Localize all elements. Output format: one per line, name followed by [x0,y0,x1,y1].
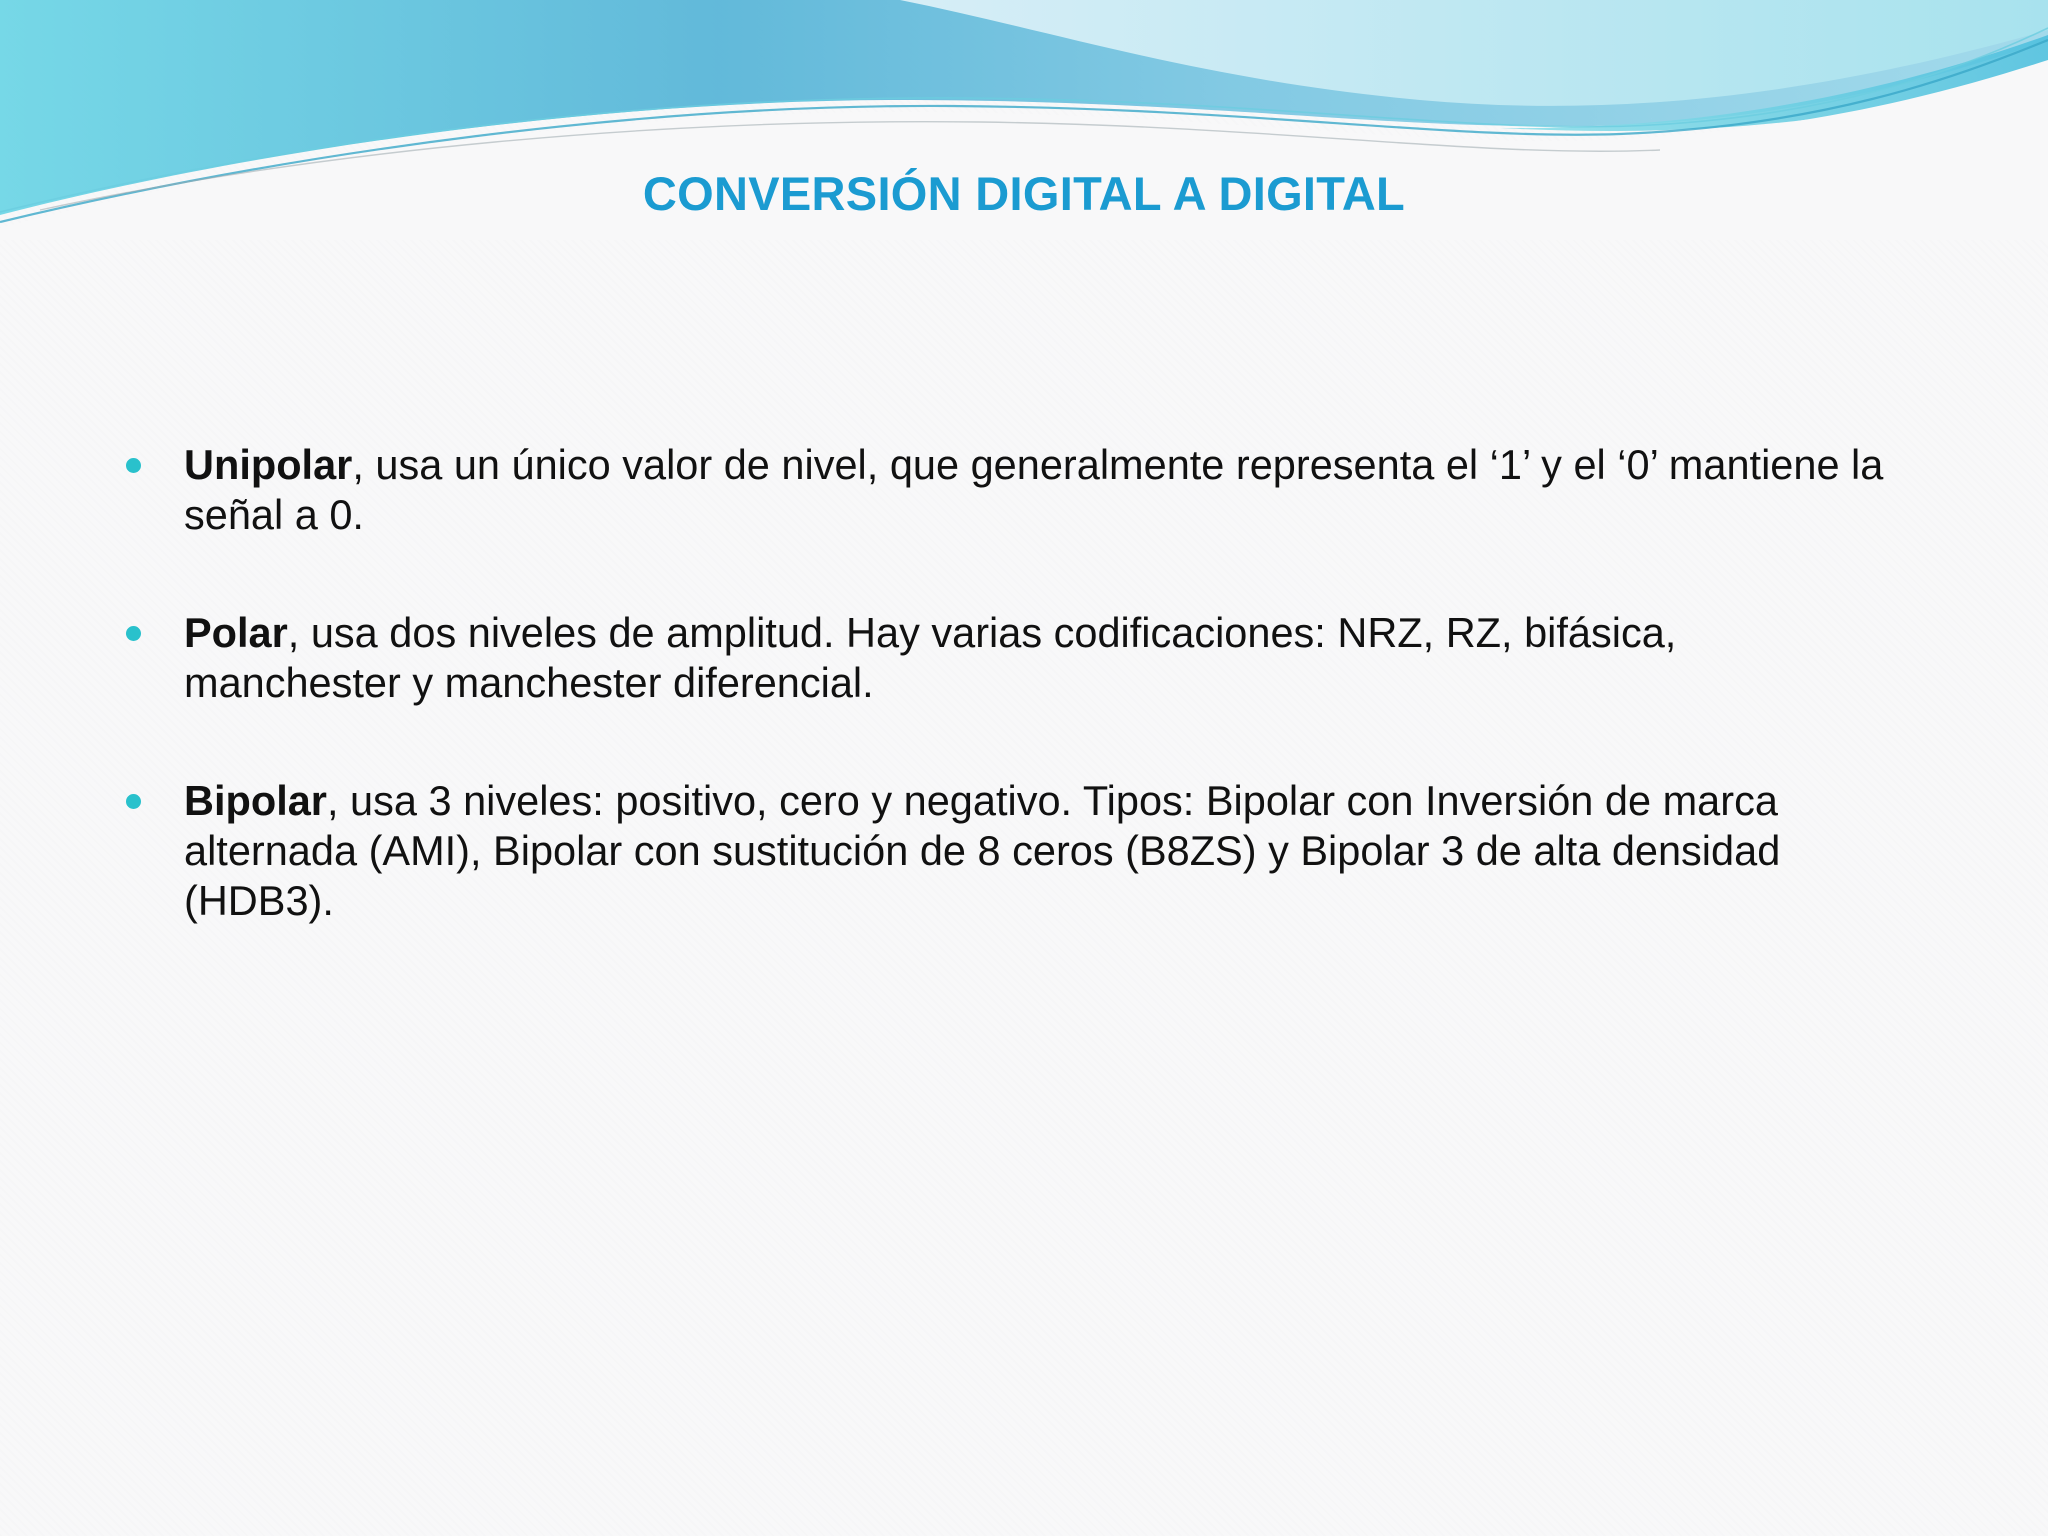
bullet-term: Bipolar [184,777,327,824]
bullet-description: , usa dos niveles de amplitud. Hay varias codificaciones: NRZ, RZ, bifásica, manchester y manchester diferencial. [184,609,1677,706]
list-item [0,440,2048,540]
bullet-dot-icon [126,794,141,809]
bullet-list [0,440,2048,994]
bullet-text [184,608,1884,708]
bullet-term: Polar [184,609,288,656]
bullet-description: , usa un único valor de nivel, que generalmente representa el ‘1’ y el ‘0’ mantiene la señal a 0. [184,441,1884,538]
bullet-dot-icon [126,458,141,473]
bullet-term: Unipolar [184,441,353,488]
list-item [0,776,2048,926]
list-item [0,608,2048,708]
bullet-description: , usa 3 niveles: positivo, cero y negativo. Tipos: Bipolar con Inversión de marca alternada (AMI), Bipolar con sustitución de 8 ceros (B8ZS) y Bipolar 3 de alta densidad (HDB3). [184,777,1781,924]
bullet-text [184,440,1884,540]
slide-title: CONVERSIÓN DIGITAL A DIGITAL [642,167,1406,220]
bullet-dot-icon [126,626,141,641]
bullet-text [184,776,1884,926]
